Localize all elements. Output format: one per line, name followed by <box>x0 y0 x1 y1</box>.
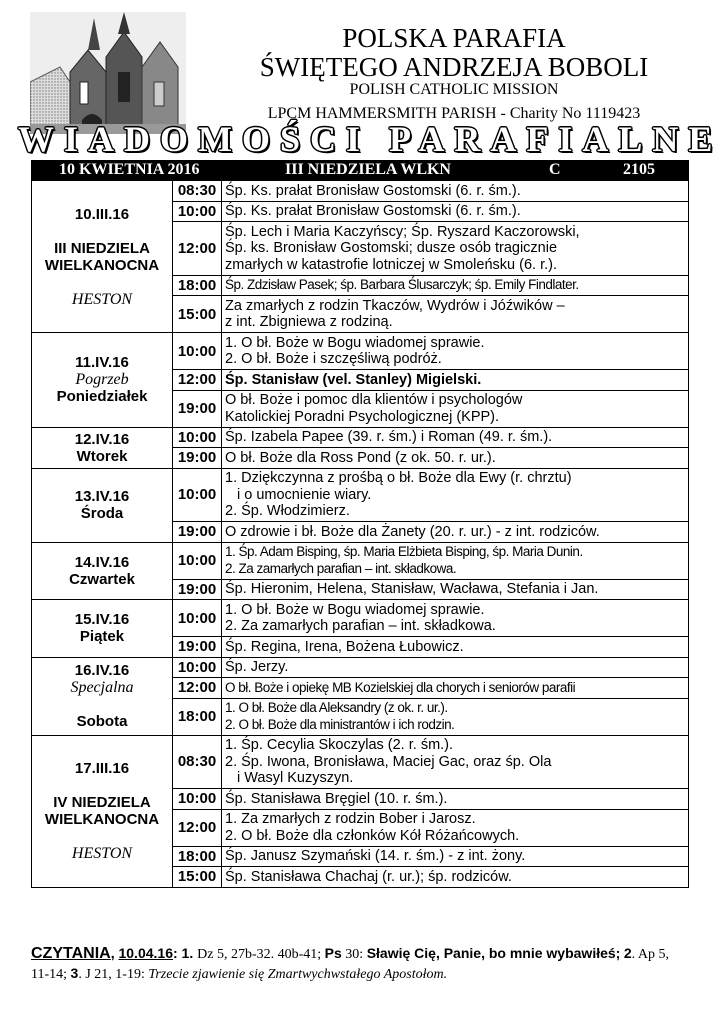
intention-line: Śp. Stanisław (vel. Stanley) Migielski. <box>225 371 482 388</box>
intention-line: 2. Śp. Włodzimierz. <box>225 503 350 519</box>
mass-intention <box>222 296 689 333</box>
day-label: 16.IV.16 <box>74 662 130 679</box>
mass-intention <box>222 181 689 202</box>
intention-line: Śp. Zdzisław Pasek; śp. Barbara Ślusarczyk; śp. Emily Findlater. <box>225 277 579 292</box>
mass-time: 19:00 <box>173 637 222 658</box>
reading2-number: 2 <box>623 945 632 961</box>
intention-line: 2. O bł. Boże i szczęśliwą podróż. <box>225 351 442 367</box>
day-label: 11.IV.16 <box>75 354 129 372</box>
intention-line: 2. Za zamarłych parafian – int. składkowa. <box>225 618 496 634</box>
mass-time: 19:00 <box>173 390 222 427</box>
day-label: III NIEDZIELA <box>54 239 150 257</box>
day-label: Wtorek <box>76 447 128 465</box>
mass-intention <box>222 448 689 469</box>
day-label <box>32 696 172 713</box>
bulletin-date: 10 KWIETNIA 2016 <box>59 161 200 178</box>
mass-intention <box>222 867 689 888</box>
mass-intention <box>222 333 689 370</box>
schedule-row <box>32 657 689 678</box>
intention-line: Śp. Regina, Irena, Bożena Łubowicz. <box>225 638 464 655</box>
schedule-row <box>32 468 689 522</box>
intention-line: Śp. Jerzy. <box>225 659 289 675</box>
day-label: 17.III.16 <box>74 760 130 777</box>
day-label: 13.IV.16 <box>74 488 130 505</box>
intention-line: O bł. Boże i pomoc dla klientów i psychologów <box>225 392 523 408</box>
mass-time: 12:00 <box>173 222 222 276</box>
charity-line: LPCM HAMMERSMITH PARISH - Charity No 1119423 <box>267 105 641 122</box>
day-label: 12.IV.16 <box>74 430 130 448</box>
parish-name-line1: POLSKA PARAFIA <box>342 23 566 53</box>
day-label: IV NIEDZIELA <box>53 794 151 811</box>
mass-intention <box>222 201 689 222</box>
day-label: WIELKANOCNA <box>44 811 160 828</box>
intention-line: Śp. Izabela Papee (39. r. śm.) i Roman (49. r. śm.). <box>225 429 553 445</box>
reading1: Dz 5, 27b-32. 40b-41; <box>197 947 322 962</box>
mass-time: 12:00 <box>173 809 222 846</box>
intention-line: Katolickiej Poradni Psychologicznej (KPP). <box>225 408 500 425</box>
intention-line: Śp. Hieronim, Helena, Stanisław, Wacława, Stefania i Jan. <box>225 581 599 597</box>
intention-line: Śp. Ks. prałat Bronisław Gostomski (6. r. śm.). <box>225 203 521 219</box>
day-label <box>32 274 172 291</box>
newsletter-banner: WIADOMOŚCI PARAFIALNE <box>18 119 722 159</box>
day-cell <box>32 542 173 600</box>
mission-subtitle: POLISH CATHOLIC MISSION <box>349 81 559 98</box>
day-label: Sobota <box>76 713 128 730</box>
mass-time: 15:00 <box>173 867 222 888</box>
intention-line: 1. O bł. Boże w Bogu wiadomej sprawie. <box>225 334 485 351</box>
day-label: 14.IV.16 <box>74 553 130 571</box>
intention-line: 1. Dziękczynna z prośbą o bł. Boże dla Ewy (r. chrztu) <box>225 470 572 486</box>
mass-intention <box>222 390 689 427</box>
gospel-title: Trzecie zjawienie się Zmartwychwstałego Apostołom. <box>148 967 448 982</box>
day-cell <box>32 427 173 468</box>
schedule-row <box>32 542 689 579</box>
intention-line: 1. O bł. Boże dla Aleksandry (z ok. r. ur.). <box>225 700 448 715</box>
mass-time: 10:00 <box>173 542 222 579</box>
schedule-row <box>32 427 689 448</box>
intention-line: 2. Śp. Iwona, Bronisława, Maciej Gac, oraz śp. Ola <box>225 753 552 770</box>
mass-intention <box>222 846 689 867</box>
day-label <box>32 777 172 794</box>
intention-line: 1. Śp. Adam Bisping, śp. Maria Elżbieta Bisping, śp. Maria Dunin. <box>225 544 583 559</box>
day-label: HESTON <box>71 845 133 862</box>
day-label <box>32 828 172 845</box>
mass-time: 18:00 <box>173 275 222 296</box>
intention-line: zmarłych w katastrofie lotniczej w Smoleńsku (6. r.). <box>225 256 557 273</box>
day-label: Poniedziałek <box>56 388 148 406</box>
mass-time: 12:00 <box>173 678 222 699</box>
mass-intention <box>222 809 689 846</box>
mass-intention <box>222 698 689 735</box>
mass-time: 18:00 <box>173 846 222 867</box>
day-cell <box>32 468 173 542</box>
intention-line: Śp. Stanisława Bręgiel (10. r. śm.). <box>225 790 448 807</box>
day-cell <box>32 735 173 887</box>
psalm-label: Ps <box>324 945 342 961</box>
schedule-row <box>32 333 689 370</box>
schedule-row <box>32 600 689 637</box>
day-label: 15.IV.16 <box>74 611 130 629</box>
mass-intention <box>222 678 689 699</box>
intention-line: i Wasyl Kuzyszyn. <box>237 770 354 786</box>
page-header <box>0 0 722 160</box>
mass-intention <box>222 600 689 637</box>
reading3: J 21, 1-19: <box>85 967 145 982</box>
day-label: Specjalna <box>70 679 134 696</box>
mass-time: 10:00 <box>173 468 222 522</box>
day-label: Środa <box>80 505 124 522</box>
readings-date: 10.04.16 <box>118 945 173 961</box>
intention-line: Śp. Stanisława Chachaj (r. ur.); śp. rodziców. <box>225 868 512 885</box>
intention-line: 2. O bł. Boże dla ministrantów i ich rodzin. <box>225 716 455 732</box>
intention-line: O bł. Boże i opiekę MB Kozielskiej dla chorych i seniorów parafii <box>225 679 576 695</box>
mass-time: 10:00 <box>173 789 222 810</box>
mass-intention <box>222 542 689 579</box>
mass-intention <box>222 789 689 810</box>
day-cell <box>32 181 173 333</box>
mass-time: 10:00 <box>173 427 222 448</box>
mass-intention <box>222 637 689 658</box>
psalm-refrain: Sławię Cię, Panie, bo mnie wybawiłeś; <box>366 945 621 961</box>
intention-line: Śp. ks. Bronisław Gostomski; dusze osób tragicznie <box>225 240 558 256</box>
mass-time: 12:00 <box>173 370 222 391</box>
schedule-row <box>32 181 689 202</box>
intention-line: 1. O bł. Boże w Bogu wiadomej sprawie. <box>225 601 485 618</box>
day-label <box>32 223 172 240</box>
day-label: Piątek <box>79 628 125 646</box>
mass-intention <box>222 222 689 276</box>
schedule-row <box>32 735 689 789</box>
mass-time: 10:00 <box>173 657 222 678</box>
liturgical-cycle: C <box>549 161 561 178</box>
liturgical-sunday: III NIEDZIELA WLKN <box>285 161 451 178</box>
mass-intention <box>222 735 689 789</box>
intention-line: O bł. Boże dla Ross Pond (z ok. 50. r. ur.). <box>225 449 496 466</box>
intention-line: Śp. Ks. prałat Bronisław Gostomski (6. r. śm.). <box>225 182 521 199</box>
mass-time: 08:30 <box>173 181 222 202</box>
psalm-number: 30: <box>345 947 364 962</box>
day-label: HESTON <box>71 290 133 308</box>
readings-label: CZYTANIA <box>31 945 111 962</box>
day-label: WIELKANOCNA <box>44 256 160 274</box>
mass-intention <box>222 370 689 391</box>
mass-intention <box>222 427 689 448</box>
mass-time: 18:00 <box>173 698 222 735</box>
parish-name-line2: ŚWIĘTEGO ANDRZEJA BOBOLI <box>259 52 649 82</box>
day-label: Pogrzeb <box>75 371 129 389</box>
mass-time: 19:00 <box>173 522 222 543</box>
mass-time: 15:00 <box>173 296 222 333</box>
intention-line: Za zmarłych z rodzin Tkaczów, Wydrów i Jóźwików – <box>225 297 565 314</box>
reading2: Ap 5, 11-14; <box>31 947 669 982</box>
mass-time: 19:00 <box>173 579 222 600</box>
mass-intention <box>222 522 689 543</box>
day-cell <box>32 333 173 428</box>
intention-line: i o umocnienie wiary. <box>237 486 372 503</box>
bulletin-number: 2105 <box>623 161 655 178</box>
reading1-number: 1 <box>181 945 190 961</box>
intention-line: 1. Za zmarłych z rodzin Bober i Jarosz. <box>225 811 476 827</box>
mass-schedule-table <box>31 180 689 888</box>
mass-time: 10:00 <box>173 333 222 370</box>
mass-intention <box>222 468 689 522</box>
intention-line: Śp. Lech i Maria Kaczyńscy; Śp. Ryszard Kaczorowski, <box>225 223 580 240</box>
day-label: Czwartek <box>69 570 135 588</box>
day-label: 10.III.16 <box>74 205 130 223</box>
mass-intention <box>222 275 689 296</box>
date-bar <box>31 160 689 180</box>
intention-line: 1. Śp. Cecylia Skoczylas (2. r. śm.). <box>225 737 454 753</box>
mass-time: 08:30 <box>173 735 222 789</box>
intention-line: z int. Zbigniewa z rodziną. <box>225 314 393 330</box>
mass-time: 10:00 <box>173 201 222 222</box>
reading3-number: 3 <box>70 965 79 981</box>
mass-intention <box>222 579 689 600</box>
intention-line: 2. O bł. Boże dla członków Kół Różańcowych. <box>225 827 520 844</box>
mass-time: 10:00 <box>173 600 222 637</box>
church-illustration <box>30 12 186 134</box>
intention-line: Śp. Janusz Szymański (14. r. śm.) - z int. żony. <box>225 848 526 864</box>
day-cell <box>32 657 173 735</box>
mass-intention <box>222 657 689 678</box>
mass-time: 19:00 <box>173 448 222 469</box>
intention-line: O zdrowie i bł. Boże dla Żanety (20. r. ur.) - z int. rodziców. <box>225 523 600 540</box>
day-cell <box>32 600 173 658</box>
readings-footer: CZYTANIA, 10.04.16: 1. Dz 5, 27b-32. 40b-41; Ps 30: Sławię Cię, Panie, bo mnie wybawiłeś; 2. Ap 5, 11-14; 3. J 21, 1-19: Trzecie zjawienie się Zmartwychwstałego Apostołom. <box>31 945 669 982</box>
intention-line: 2. Za zamarłych parafian – int. składkowa. <box>225 560 457 576</box>
